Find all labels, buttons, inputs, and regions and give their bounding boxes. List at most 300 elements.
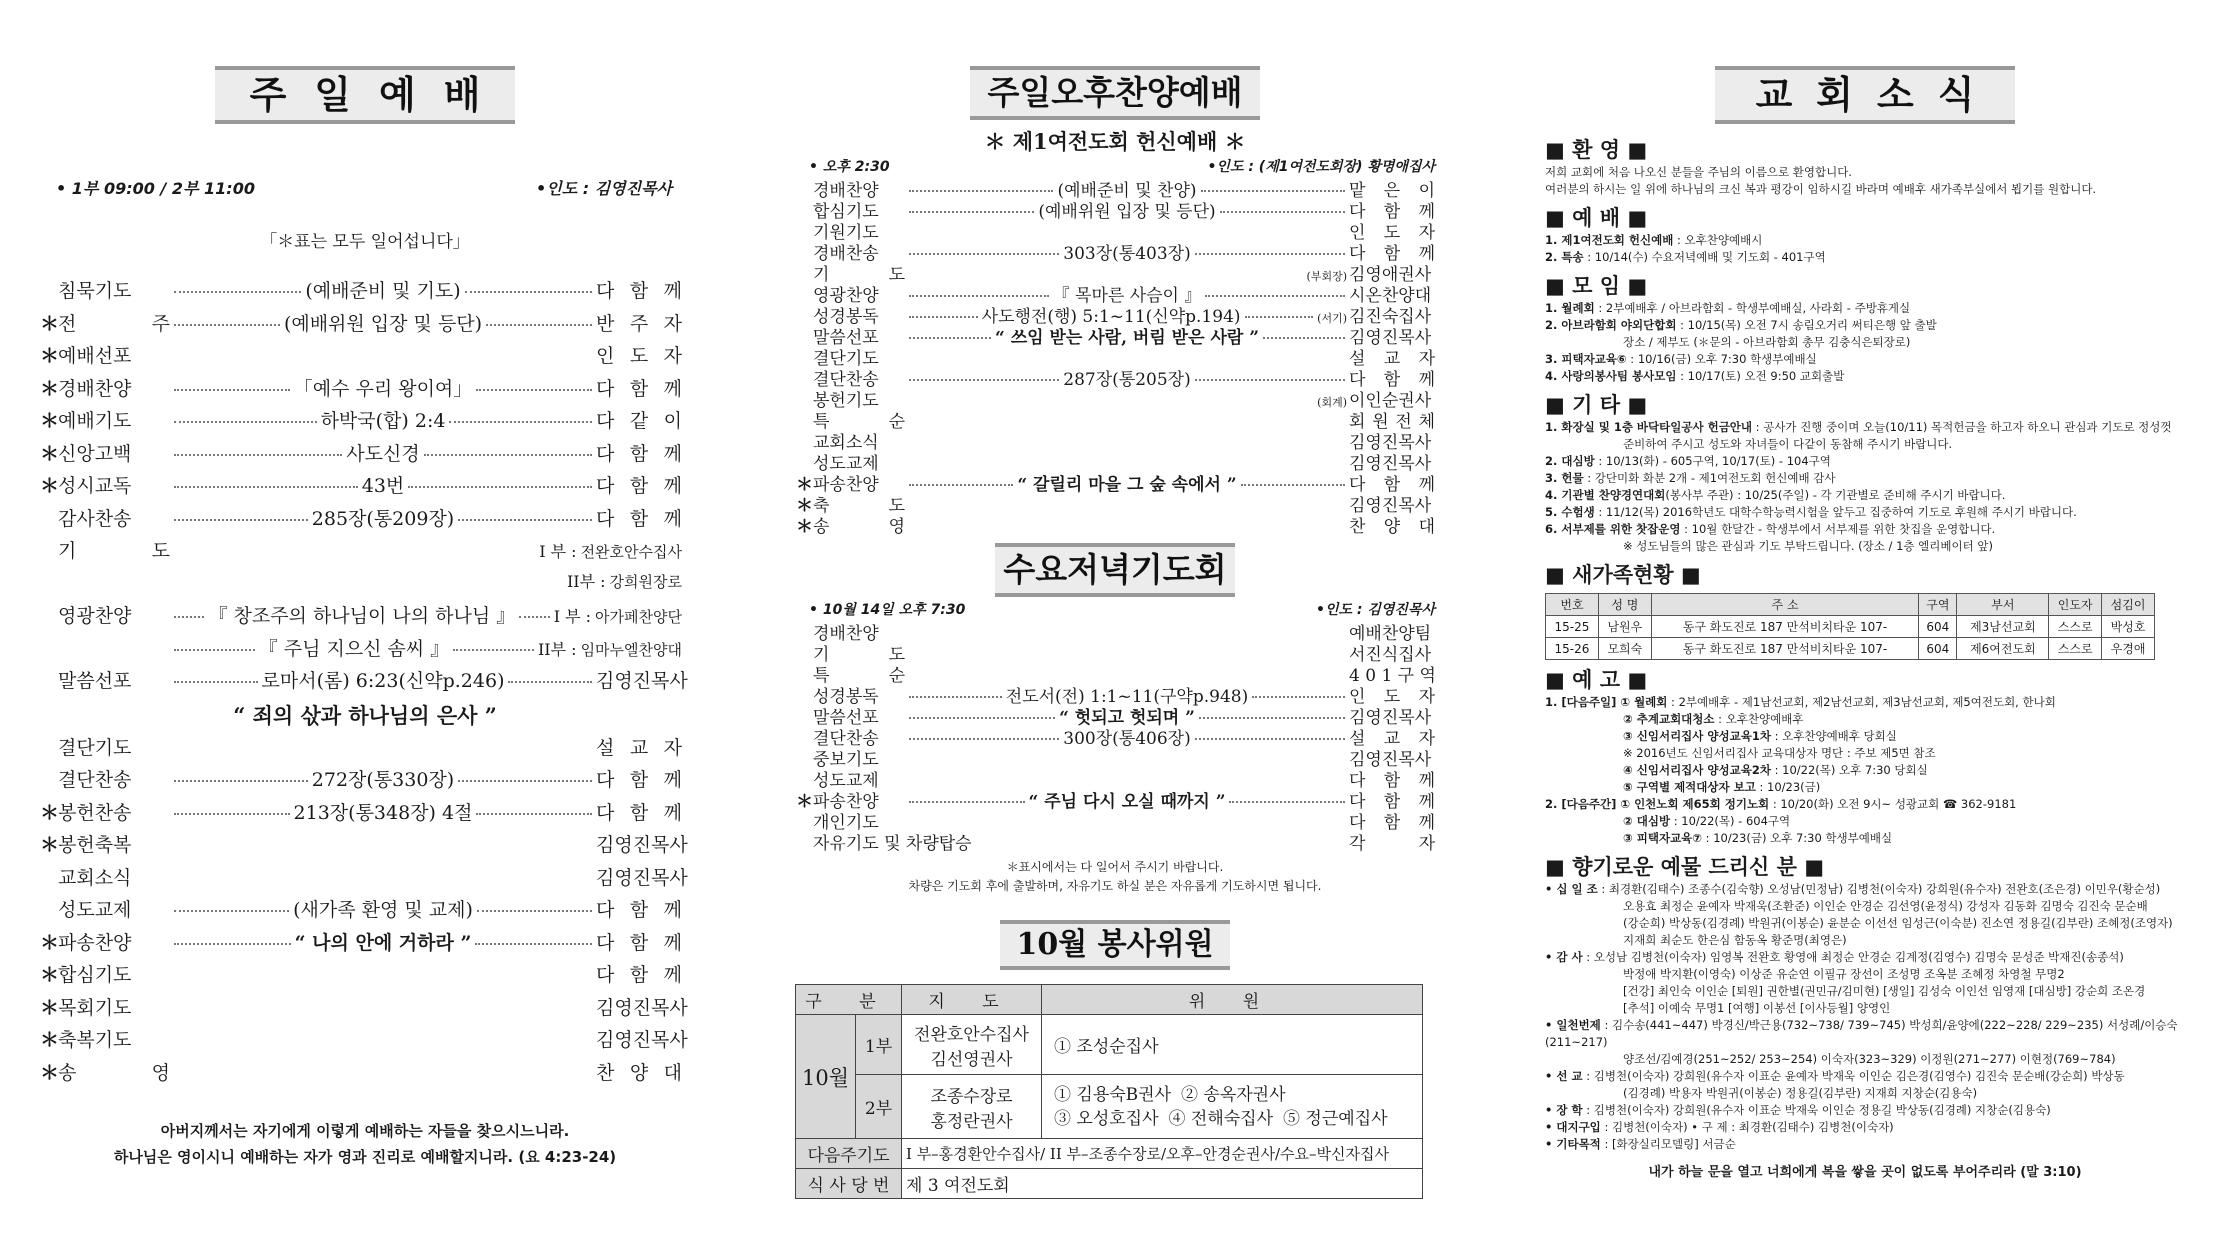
wednesday-order-list <box>795 619 1436 854</box>
notice-line: ② 대심방 : 10/22(목) - 604구역 <box>1623 814 1791 828</box>
order-content <box>905 637 1349 639</box>
order-person: 김영진목사 <box>596 866 688 889</box>
order-content <box>905 658 1349 660</box>
notice-line: 박정애 박지환(이영숙) 이상준 유순연 이필규 장선이 조성명 조옥분 조혜정 차영철 무명2 <box>1623 967 2065 981</box>
notice-line: [추석] 이예숙 무명1 [여행] 이봉선 [이사등월] 양영인 <box>1623 1001 1891 1015</box>
notice-line: 1. [다음주일] ① 월례회 : 2부예배후 - 제1남선교회, 제2남선교회, 제3남선교회, 제5여전도회, 한나회 <box>1545 695 2056 709</box>
order-person: 김영진목사 <box>596 834 688 856</box>
order-item <box>795 449 1435 474</box>
standing-note: 「＊표는 모두 일어섭니다」 <box>260 232 470 252</box>
table-row <box>1546 638 2155 660</box>
notice-line: 6. 서부제를 위한 찻잡운영 : 10월 한달간 - 학생부에서 서부제를 위한 찻집을 운영합니다. <box>1545 522 1996 536</box>
duty-part-2-lead: 조종수장로 홍정란권사 <box>902 1075 1042 1139</box>
order-content <box>905 509 1349 511</box>
order-label: 결단찬송 <box>58 769 132 791</box>
notice-line: 1. 월례회 : 2부예배후 / 아브라함회 - 학생부예배실, 사라회 - 주방휴게실 <box>1545 301 1911 315</box>
order-person: 강희원장로 <box>609 572 682 591</box>
order-person: 다 함 께 <box>1349 475 1435 495</box>
order-person: 회 원 전 체 <box>1349 412 1435 432</box>
duty-part-1-members: ① 조성순집사 <box>1042 1015 1423 1075</box>
order-person: 김영진목사 <box>1349 496 1432 516</box>
order-mark: ＊ <box>40 377 60 400</box>
meeting-notice-list <box>1545 300 2185 385</box>
order-person: 설 교 자 <box>596 736 682 759</box>
order-person: 다 함 께 <box>1349 244 1435 264</box>
notice-line: 2. 특송 : 10/14(수) 수요저녁예배 및 기도회 - 401구역 <box>1545 250 1826 264</box>
church-news-column <box>1545 0 2185 1240</box>
order-content: 사도신경 <box>170 439 596 466</box>
duty-next-prayer-value: I 부–홍경환안수집사/ II 부–조종수장로/오후–안경순권사/수요–박신자집사 <box>902 1139 1423 1169</box>
order-content <box>170 1077 596 1079</box>
etc-heading: ■ 기 타 ■ <box>1545 393 1648 417</box>
order-mark: ＊ <box>796 517 813 537</box>
order-item <box>795 766 1435 791</box>
order-mark: ＊ <box>40 442 60 465</box>
table-cell: 스스로 <box>2049 616 2102 638</box>
order-item <box>795 829 1435 854</box>
order-label: 성시교독 <box>58 475 132 497</box>
order-label: 기 도 <box>58 540 170 562</box>
notice-line: • 일천번제 : 김수송(441~447) 박경신/박근용(732~738/ 739~745) 박성희/윤양에(222~228/ 229~235) 서성례/이승숙(211~217) <box>1545 1018 2178 1049</box>
order-content: 43번 <box>170 471 596 498</box>
order-label: 축복기도 <box>58 1029 132 1051</box>
order-person: 김진숙집사 <box>1349 307 1432 327</box>
order-mark: ＊ <box>40 475 60 497</box>
table-cell: 박성호 <box>2102 616 2155 638</box>
order-item <box>795 428 1435 453</box>
order-content: 287장(통205장) <box>905 365 1349 390</box>
order-mark: ＊ <box>40 345 60 367</box>
order-item <box>40 1025 688 1058</box>
table-header-cell: 부서 <box>1957 594 2049 616</box>
order-content <box>905 404 1317 406</box>
order-content: 285장(통209장) <box>170 504 596 531</box>
order-mark: ＊ <box>40 410 60 432</box>
order-item <box>40 798 682 831</box>
duty-part-1-lead: 전완호안수집사 김선영권사 <box>902 1015 1042 1075</box>
order-person: 다 함 께 <box>596 769 682 791</box>
notice-line: ③ 피택자교육⑦ : 10/23(금) 오후 7:30 학생부예배실 <box>1623 831 1893 845</box>
order-person: 다 함 께 <box>1349 792 1435 812</box>
order-person: 맡 은 이 <box>1349 181 1435 201</box>
worship-heading: ■ 예 배 ■ <box>1545 206 1648 230</box>
order-person: 반 주 자 <box>596 312 682 335</box>
table-header-cell: 섬김이 <box>2102 594 2155 616</box>
order-label: 합심기도 <box>58 964 132 986</box>
order-item <box>40 830 688 863</box>
order-mark: ＊ <box>796 792 813 812</box>
notice-line: (김경례) 박용자 박원귀(이봉순) 정용길(김부란) 지재희 지창순(김용숙) <box>1623 1086 1978 1100</box>
order-item <box>40 993 688 1026</box>
order-label: 성경봉독 <box>813 687 879 707</box>
order-person: 이인순권사 <box>1349 391 1432 411</box>
sunday-order-list-2 <box>40 733 690 1091</box>
table-cell: 604 <box>1919 616 1957 638</box>
duty-meal-value: 제 3 여전도회 <box>902 1169 1423 1199</box>
order-label: 말씀선포 <box>813 328 879 348</box>
order-label: 경배찬양 <box>58 377 132 400</box>
order-role: (부회장) <box>1306 270 1347 283</box>
order-label: 중보기도 <box>813 750 879 770</box>
order-content <box>905 425 1349 427</box>
order-person: 다 함 께 <box>596 475 682 497</box>
wednesday-note-2: 차량은 기도회 후에 출발하며, 자유기도 하실 분은 자유롭게 기도하시면 됩니다. <box>908 879 1322 893</box>
order-part: II부 : <box>566 571 606 591</box>
order-content: 『 주님 지으신 솜씨 』 <box>170 634 538 661</box>
order-label: 감사찬송 <box>58 507 132 530</box>
order-label: 목회기도 <box>58 996 132 1019</box>
order-person: 찬 양 대 <box>596 1061 682 1084</box>
sunday-order-list <box>40 276 690 699</box>
order-label: 봉헌축복 <box>58 834 132 856</box>
duty-next-prayer-label: 다음주기도 <box>796 1139 902 1169</box>
order-content: 『 목마른 사슴이 』 <box>905 281 1349 306</box>
church-news-title: 교회소식 <box>1715 66 2015 124</box>
order-content <box>905 467 1349 469</box>
order-label: 봉헌기도 <box>813 391 879 411</box>
wednesday-note-1: ＊표시에서는 다 일어서 주시기 바랍니다. <box>1006 860 1224 874</box>
order-content: 「예수 우리 왕이여」 <box>170 374 596 401</box>
table-cell: 15-26 <box>1546 638 1599 660</box>
order-person: 다 함 께 <box>1349 813 1435 833</box>
order-item <box>40 733 682 766</box>
notice-line: • 십 일 조 : 최경환(김태수) 조종수(김숙향) 오성남(민정남) 김병천(이숙자) 강희원(유수자) 전완호(조은경) 이민우(황순성) <box>1545 882 2161 896</box>
afternoon-time: • 오후 2:30 <box>809 159 890 175</box>
order-person: 인 도 자 <box>1349 223 1435 243</box>
order-content: 303장(통403장) <box>905 239 1349 264</box>
notice-line: 1. 제1여전도회 헌신예배 : 오후찬양예배시 <box>1545 233 1763 247</box>
order-label: 신앙고백 <box>58 442 132 465</box>
notice-line: • 선 교 : 김병천(이숙자) 강희원(유수자 이표순 윤예자 박재욱 이인순 김은경(김영수) 김진숙 문순배(강순희) 박상동 <box>1545 1069 2125 1083</box>
preview-heading: ■ 예 고 ■ <box>1545 668 1648 692</box>
order-content <box>170 360 596 362</box>
order-label: 교회소식 <box>813 433 879 453</box>
order-content: 로마서(롬) 6:23(신약p.246) <box>170 666 596 693</box>
preview-notice-list <box>1545 694 2185 847</box>
order-person: 다 함 께 <box>1349 771 1435 791</box>
order-person: 찬 양 대 <box>1349 517 1435 537</box>
order-label: 파송찬양 <box>813 475 879 495</box>
order-label: 성도교제 <box>813 771 879 791</box>
order-item <box>795 407 1435 432</box>
order-mark: ＊ <box>796 496 813 516</box>
order-person: 다 함 께 <box>596 507 682 530</box>
order-item <box>40 569 682 602</box>
notice-line: 2. 아브라함회 야외단합회 : 10/15(목) 오전 7시 송림오거리 써티은행 앞 출발 <box>1545 318 1937 332</box>
order-person: 다 같 이 <box>596 410 682 432</box>
order-item <box>40 634 682 667</box>
order-content <box>170 882 596 884</box>
order-item <box>40 666 688 699</box>
order-person: 김영진목사 <box>596 670 688 692</box>
table-cell: 우경애 <box>2102 638 2155 660</box>
order-label: 파송찬양 <box>813 792 879 812</box>
new-family-heading: ■ 새가족현황 ■ <box>1545 563 1701 587</box>
table-header-cell: 인도자 <box>2049 594 2102 616</box>
order-person: 시온찬양대 <box>1349 286 1432 306</box>
order-item <box>40 309 682 342</box>
order-label: 파송찬양 <box>58 931 132 954</box>
order-item <box>795 703 1435 728</box>
wednesday-title: 수요저녁기도회 <box>995 543 1235 597</box>
order-person: 김영진목사 <box>1349 708 1432 728</box>
order-label: 영광찬양 <box>813 286 879 306</box>
order-label: 말씀선포 <box>813 708 879 728</box>
order-content: (예배위원 입장 및 등단) <box>170 309 596 336</box>
wednesday-leader: •인도 : 김영진목사 <box>1316 602 1435 618</box>
order-label: 결단찬송 <box>813 729 879 749</box>
order-label: 합심기도 <box>813 202 879 222</box>
order-content: 사도행전(행) 5:1~11(신약p.194) <box>905 302 1317 327</box>
order-item <box>795 281 1435 306</box>
duty-month: 10월 <box>796 1015 856 1139</box>
duty-head-members: 위 원 <box>1042 985 1423 1015</box>
order-person: 다 함 께 <box>596 931 682 954</box>
table-cell: 제6여전도회 <box>1957 638 2049 660</box>
order-label: 성도교제 <box>813 454 879 474</box>
order-label: 자유기도 및 차량탑승 <box>813 834 972 854</box>
table-header-cell: 구역 <box>1919 594 1957 616</box>
order-mark: ＊ <box>40 996 60 1019</box>
order-person: 각 자 <box>1349 834 1435 854</box>
order-mark: ＊ <box>40 834 60 856</box>
news-footer-verse: 내가 하늘 문을 열고 너희에게 복을 쌓을 곳이 없도록 부어주리라 (말 3:10) <box>1648 1165 2082 1180</box>
order-content: “ 갈릴리 마을 그 숲 속에서 ” <box>905 470 1349 495</box>
order-person: 다 함 께 <box>596 899 682 921</box>
notice-line: 3. 헌물 : 강단미화 화분 2개 - 제1여전도회 헌신예배 감사 <box>1545 471 1836 485</box>
order-content <box>905 530 1349 532</box>
order-content <box>905 362 1349 364</box>
order-person: 다 함 께 <box>596 377 682 400</box>
order-person: 예배찬양팀 <box>1349 624 1432 644</box>
order-person: 다 함 께 <box>596 801 682 824</box>
wednesday-meta <box>795 599 1435 619</box>
order-content: 『 창조주의 하나님이 나의 하나님 』 <box>170 601 554 628</box>
afternoon-leader: •인도 : (제1여전도회장) 황명애집사 <box>1207 159 1435 175</box>
notice-line: • 감 사 : 오성남 김병천(이숙자) 임영복 전완호 황영애 최정순 안경순 김계정(김영수) 김명숙 문성준 박재진(송종석) <box>1545 950 2124 964</box>
order-label: 기 도 <box>813 645 905 665</box>
order-content: 전도서(전) 1:1~11(구약p.948) <box>905 682 1349 707</box>
order-label: 성경봉독 <box>813 307 879 327</box>
notice-line: 지재희 최순도 한은심 함동옥 황준명(최영은) <box>1623 933 1847 947</box>
footer-verse-2: 하나님은 영이시니 예배하는 자가 영과 진리로 예배할지니라. (요 4:23-24) <box>113 1148 617 1166</box>
sunday-meta <box>40 176 690 199</box>
welcome-text-1: 저희 교회에 처음 나오신 분들을 주님의 이름으로 환영합니다. <box>1545 165 1852 179</box>
welcome-text-2: 여러분의 하시는 일 위에 하나님의 크신 복과 평강이 임하시길 바라며 예배후 새가족부실에서 뵙기를 원합니다. <box>1545 182 2097 196</box>
sunday-sermon-title: “ 죄의 삯과 하나님의 은사 ” <box>233 702 497 728</box>
table-cell: 동구 화도진로 187 만석비치타운 107- <box>1651 616 1919 638</box>
afternoon-meta <box>795 156 1435 176</box>
order-person: 다 함 께 <box>1349 370 1435 390</box>
order-person: 전완호안수집사 <box>580 543 682 561</box>
notice-line: 4. 사랑의봉사팀 봉사모임 : 10/17(토) 오전 9:50 교회출발 <box>1545 369 1845 383</box>
afternoon-subtitle: ＊ 제1여전도회 헌신예배 ＊ <box>984 129 1246 154</box>
worship-notice-list <box>1545 232 2185 266</box>
table-header-cell: 주 소 <box>1651 594 1919 616</box>
notice-line: ② 추계교회대청소 : 오후찬양예배후 <box>1623 712 1804 726</box>
notice-line: 2. 대심방 : 10/13(화) - 605구역, 10/17(토) - 104구역 <box>1545 454 1831 468</box>
notice-line: (강순희) 박상동(김경례) 박원귀(이봉순) 윤분순 이선선 임성근(이숙분) 진소연 정용길(김부란) 조혜정(조영자) <box>1623 916 2173 930</box>
offering-heading: ■ 향기로운 예물 드리신 분 ■ <box>1545 855 1825 879</box>
order-role: (회계) <box>1317 396 1347 409</box>
order-item <box>795 197 1435 222</box>
order-role: (서기) <box>1317 312 1347 325</box>
order-content <box>905 236 1349 238</box>
order-part: I 부 : <box>553 607 592 626</box>
table-cell: 남원우 <box>1598 616 1651 638</box>
order-content: 213장(통348장) 4절 <box>170 798 596 825</box>
order-content <box>905 446 1349 448</box>
order-content <box>972 847 1349 849</box>
meeting-heading: ■ 모 임 ■ <box>1545 274 1648 298</box>
notice-line: ※ 성도님들의 많은 관심과 기도 부탁드립니다. (장소 / 1층 엘리베이터 앞) <box>1623 539 1993 553</box>
order-item <box>40 895 682 928</box>
notice-line: • 대지구입 : 김병천(이숙자) • 구 제 : 최경환(김태수) 김병천(이숙자) <box>1545 1120 1894 1134</box>
duty-title: 10월 봉사위원 <box>1000 920 1230 970</box>
sunday-worship-title: 주일예배 <box>215 66 515 124</box>
order-person: 다 함 께 <box>596 964 682 986</box>
order-label: 침묵기도 <box>58 280 132 302</box>
order-content <box>905 679 1349 681</box>
sunday-time: • 1부 09:00 / 2부 11:00 <box>56 179 255 198</box>
order-mark: ＊ <box>40 312 60 335</box>
order-content <box>170 555 539 557</box>
afternoon-column <box>795 0 1435 1240</box>
etc-notice-list <box>1545 419 2185 555</box>
notice-line: • 기타목적 : [화장실리모델링] 서금순 <box>1545 1137 1736 1151</box>
offering-list <box>1545 881 2185 1153</box>
order-person: 서진식집사 <box>1349 645 1432 665</box>
order-label: 영광찬양 <box>58 605 132 627</box>
order-person: 김영진목사 <box>596 1029 688 1051</box>
order-mark: ＊ <box>40 801 60 824</box>
notice-line: 오용효 최정순 윤예자 박재욱(조환준) 이인순 안경순 김선영(윤정식) 강성자 김동화 김명숙 김진숙 문순배 <box>1623 899 2148 913</box>
order-mark: ＊ <box>796 475 813 495</box>
order-person: 설 교 자 <box>1349 349 1435 369</box>
order-label: 말씀선포 <box>58 670 132 692</box>
notice-line: 장소 / 제부도 (＊문의 - 아브라함회 총무 김충식은퇴장로) <box>1623 335 1911 349</box>
order-mark: ＊ <box>40 1061 60 1084</box>
notice-line: 4. 기관별 찬양경연대회(봉사부 주관) : 10/25(주일) - 각 기관별로 준비해 주시기 바랍니다. <box>1545 488 2006 502</box>
order-label: 결단기도 <box>58 736 132 759</box>
order-person: 다 함 께 <box>596 442 682 465</box>
order-part: II부 : <box>537 639 577 659</box>
order-content <box>170 752 596 754</box>
order-content: (예배위원 입장 및 등단) <box>905 197 1349 222</box>
notice-line: ③ 신임서리집사 양성교육1차 : 오후찬양예배후 당회실 <box>1623 729 1897 743</box>
order-item <box>795 682 1435 707</box>
wednesday-time: • 10월 14일 오후 7:30 <box>809 602 966 618</box>
table-header-row <box>1546 594 2155 616</box>
order-label: 개인기도 <box>813 813 879 833</box>
duty-head-lead: 지 도 <box>902 985 1042 1015</box>
notice-line: 준비하여 주시고 성도와 자녀들이 다같이 동참해 주시기 바랍니다. <box>1623 437 1953 451</box>
order-person: 인 도 자 <box>596 345 682 367</box>
order-content: (예배준비 및 기도) <box>170 276 596 303</box>
welcome-heading: ■ 환 영 ■ <box>1545 138 1648 162</box>
order-item <box>40 504 682 537</box>
order-content <box>905 763 1349 765</box>
table-row <box>1546 616 2155 638</box>
notice-line: 5. 수험생 : 11/12(목) 2016학년도 대학수학능력시험을 앞두고 집중하여 기도로 후원해 주시기 바랍니다. <box>1545 505 2077 519</box>
notice-line: 1. 화장실 및 1층 바닥타일공사 헌금안내 : 공사가 진행 중이며 오늘(10/11) 목적헌금을 하고자 하오니 관심과 기도로 정성껏 <box>1545 420 2172 434</box>
order-item <box>795 470 1435 495</box>
footer-verse-1: 아버지께서는 자기에게 이렇게 예배하는 자들을 찾으시느니라. <box>160 1122 570 1140</box>
order-person: 4 0 1 구 역 <box>1349 666 1436 686</box>
table-cell: 15-25 <box>1546 616 1599 638</box>
order-item <box>795 365 1435 390</box>
order-item <box>795 619 1435 644</box>
order-content <box>170 1012 596 1014</box>
order-content: (예배준비 및 찬양) <box>905 176 1349 201</box>
notice-line: 2. [다음주간] ① 인천노회 제65회 정기노회 : 10/20(화) 오전 9시~ 성광교회 ☎ 362-9181 <box>1545 797 2017 811</box>
sunday-leader: •인도 : 김영진목사 <box>536 179 672 198</box>
notice-line: ※ 2016년도 신임서리집사 교육대상자 명단 : 주보 제5면 참조 <box>1623 746 1936 760</box>
order-person: 아가페찬양단 <box>595 608 682 626</box>
order-content: 300장(통406장) <box>905 724 1349 749</box>
notice-line: ⑤ 구역별 제적대상자 보고 : 10/23(금) <box>1623 780 1821 794</box>
order-item <box>40 960 682 993</box>
order-content <box>170 1044 596 1046</box>
table-header-cell: 성 명 <box>1598 594 1651 616</box>
order-content: “ 주님 다시 오실 때까지 ” <box>905 787 1349 812</box>
order-item <box>40 863 688 896</box>
order-item <box>795 787 1435 812</box>
order-content <box>905 826 1349 828</box>
order-person: 김영진목사 <box>1349 750 1432 770</box>
duty-part-1: 1부 <box>856 1015 902 1075</box>
order-item <box>795 323 1435 348</box>
order-item <box>40 928 682 961</box>
order-item <box>40 276 682 309</box>
order-label: 경배찬양 <box>813 624 879 644</box>
duty-head-category: 구 분 <box>796 985 902 1015</box>
order-label: 교회소식 <box>58 866 132 889</box>
order-person: 김영진목사 <box>1349 433 1432 453</box>
order-content: (새가족 환영 및 교제) <box>170 895 596 922</box>
order-label: 특 순 <box>813 412 905 432</box>
order-label: 축 도 <box>813 496 905 516</box>
order-item <box>795 661 1436 686</box>
order-label: 성도교제 <box>58 899 132 921</box>
order-person: 김영진목사 <box>1349 454 1432 474</box>
notice-line: 양조선/김예경(251~252/ 253~254) 이숙자(323~329) 이정원(271~277) 이현정(769~784) <box>1623 1052 2116 1066</box>
order-label: 송 영 <box>58 1061 170 1084</box>
order-content <box>905 278 1307 280</box>
new-family-table <box>1545 593 2155 660</box>
order-content <box>170 585 567 587</box>
table-cell: 모희숙 <box>1598 638 1651 660</box>
duty-meal-label: 식 사 당 번 <box>796 1169 902 1199</box>
order-item <box>795 640 1435 665</box>
order-item <box>40 341 682 374</box>
table-cell: 604 <box>1919 638 1957 660</box>
order-person: 다 함 께 <box>596 280 682 302</box>
order-item <box>795 239 1435 264</box>
order-item <box>40 765 682 798</box>
afternoon-worship-title: 주일오후찬양예배 <box>970 66 1260 120</box>
order-content <box>170 979 596 981</box>
sunday-footer <box>40 1118 690 1170</box>
order-content: 하박국(합) 2:4 <box>170 406 596 433</box>
notice-line: [건강] 최인숙 이인순 [퇴원] 권한별(권민규/김미현) [생일] 김성숙 이인선 임영재 [대심방] 강순희 조온경 <box>1623 984 2146 998</box>
order-person: 다 함 께 <box>1349 202 1435 222</box>
order-person: 임마누엘찬양대 <box>580 640 682 659</box>
table-cell: 제3남선교회 <box>1957 616 2049 638</box>
order-item <box>40 406 682 439</box>
order-content <box>905 784 1349 786</box>
order-item <box>40 1058 682 1091</box>
